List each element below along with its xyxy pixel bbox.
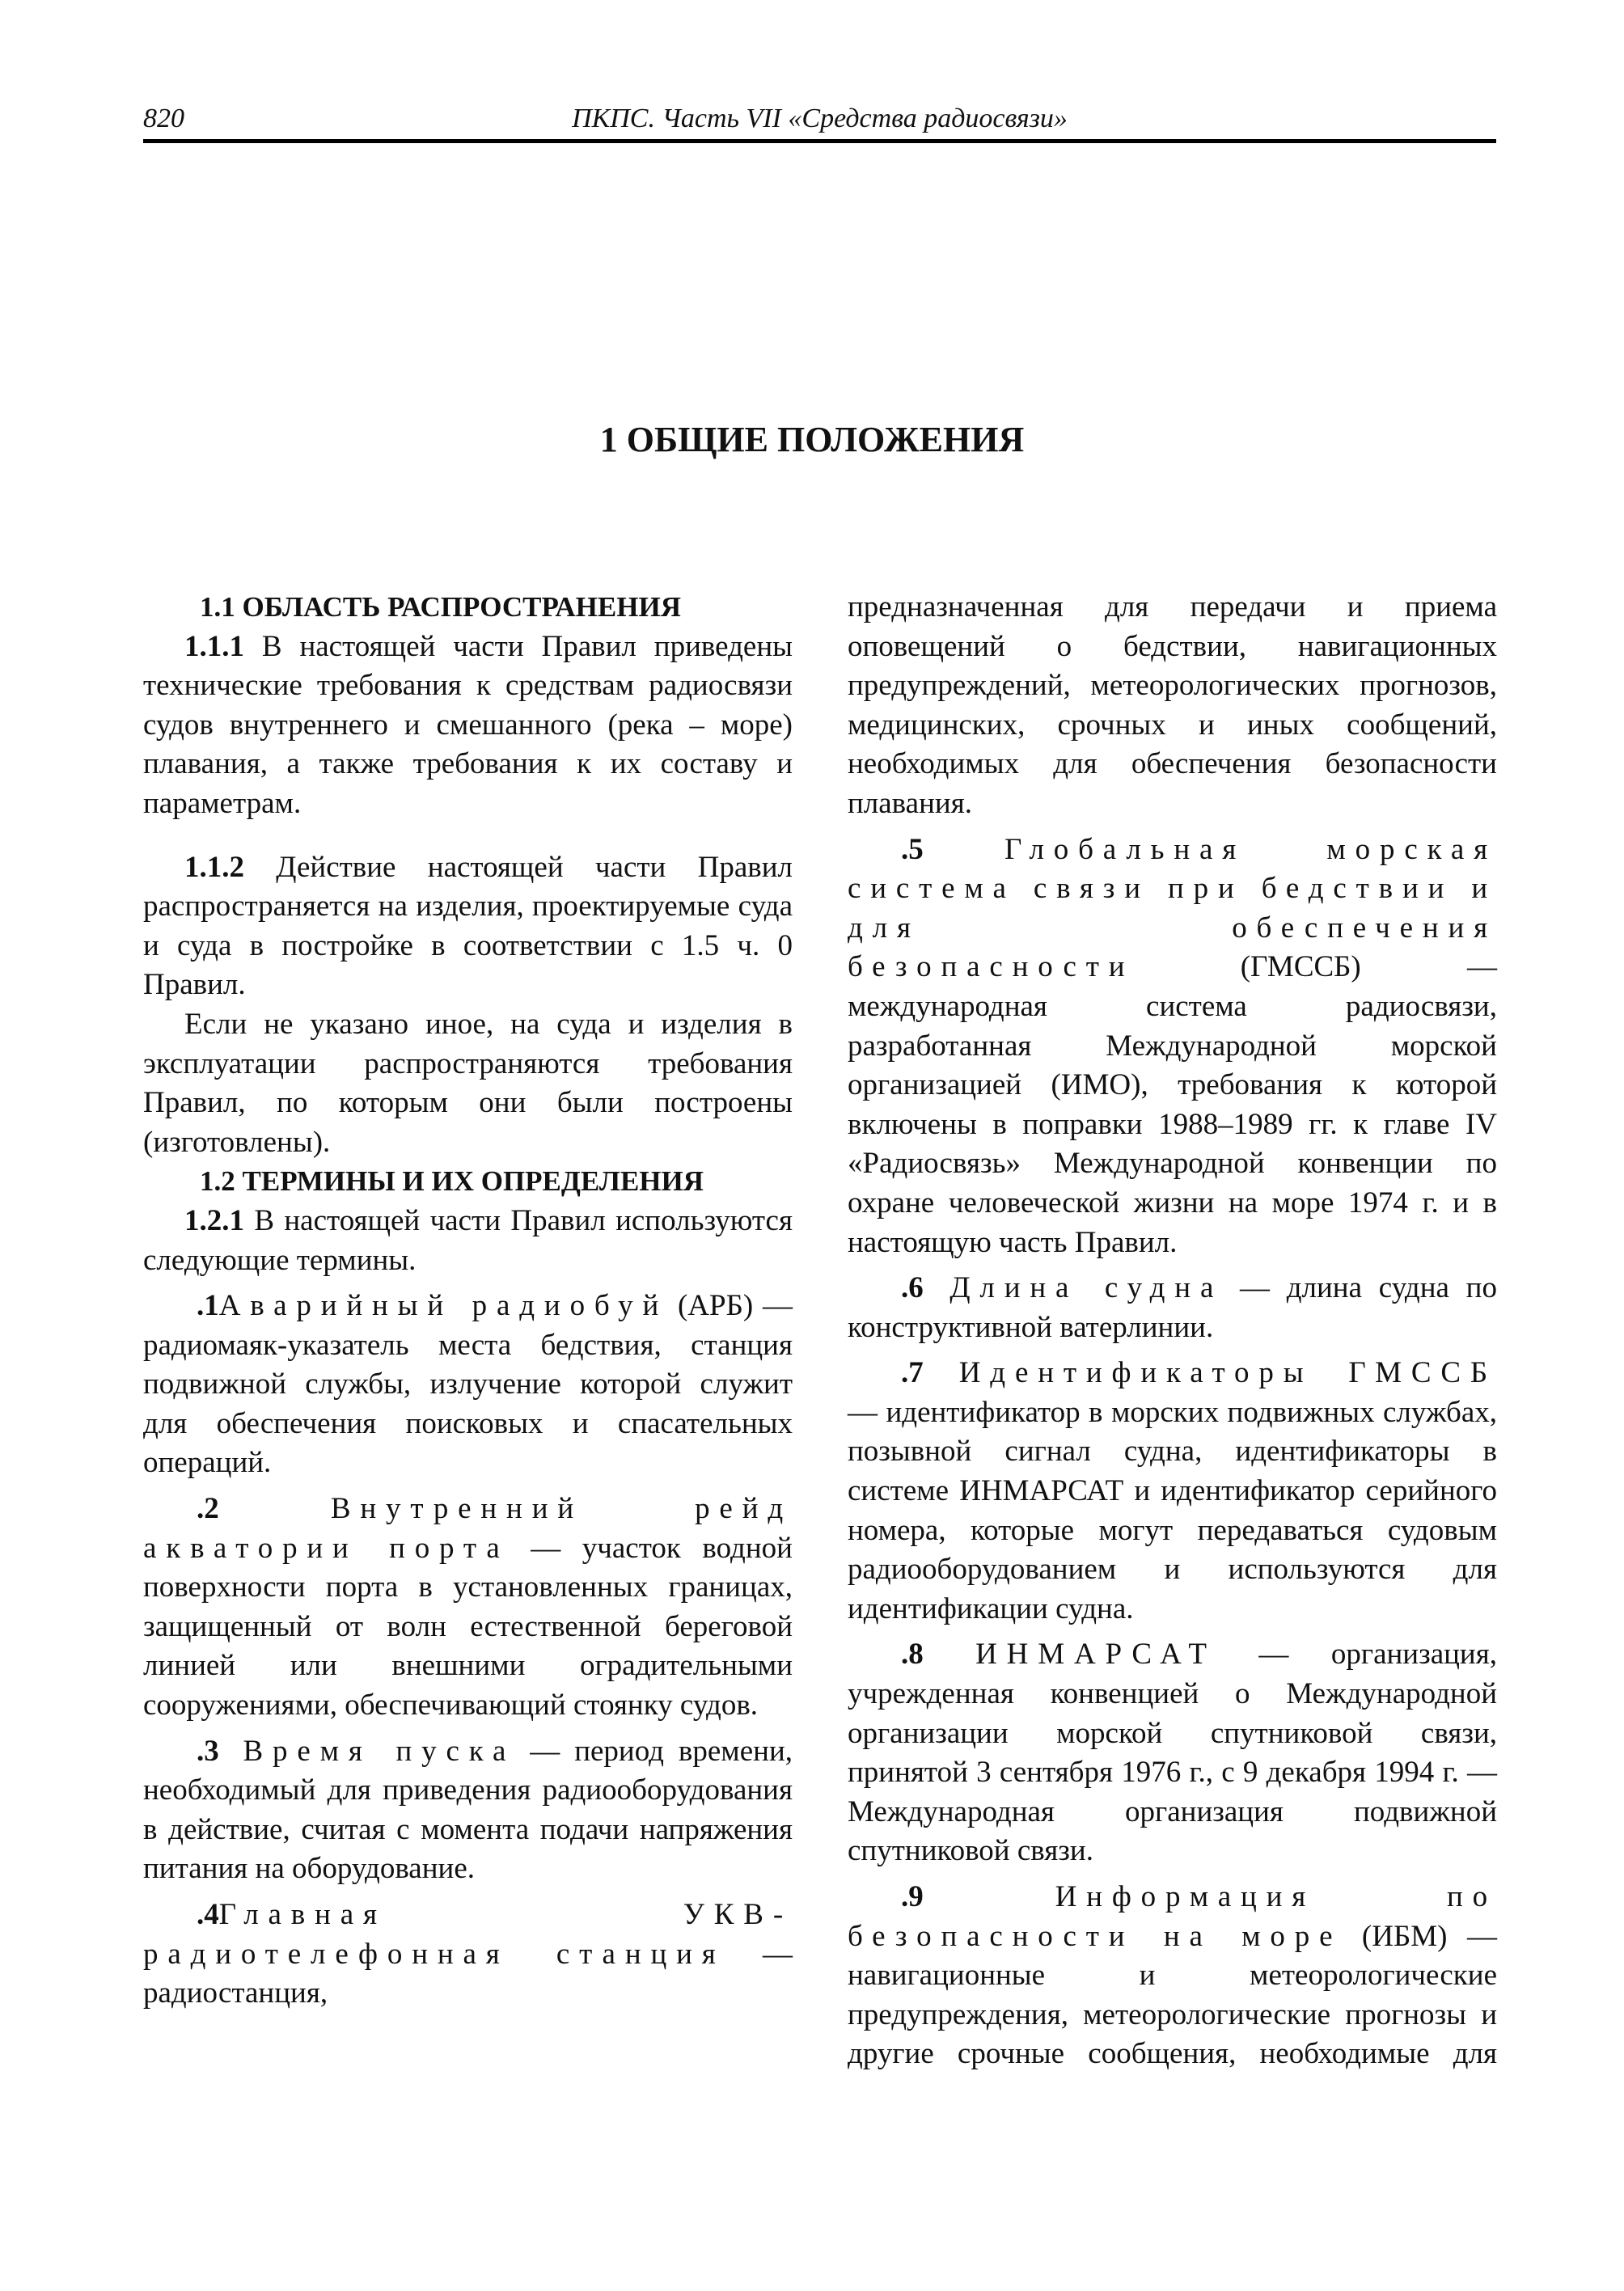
term-definition bbox=[143, 1896, 793, 2014]
term: Информация по безопасности на море bbox=[848, 1880, 1497, 1953]
term: ИНМАРСАТ bbox=[923, 1638, 1216, 1672]
chapter-title: 1 ОБЩИЕ ПОЛОЖЕНИЯ bbox=[599, 420, 1025, 459]
definition: — радиостанция, bbox=[143, 1937, 793, 2010]
term: Аварийный радиобуй bbox=[218, 1289, 669, 1323]
header-rule bbox=[143, 139, 1496, 143]
term: Внутренний рейд акватории порта bbox=[143, 1492, 793, 1565]
page-number: 820 bbox=[143, 104, 184, 133]
term-definition bbox=[143, 1732, 793, 1889]
term-number: .8 bbox=[901, 1638, 924, 1672]
definition: — идентификатор в морских подвижных службах, позывной сигнал судна, идентификаторы в системе ИНМАРСАТ и идентификатор серийного номера, которые могут передаваться судовым радиооборудованием и используются для идентификации судна. bbox=[848, 1395, 1497, 1625]
definition: — период времени, необходимый для приведения радиооборудования в действие, считая с момента подачи напряжения питания на оборудование. bbox=[143, 1734, 793, 1886]
right-column bbox=[848, 588, 1497, 2081]
running-header bbox=[143, 104, 1496, 141]
paragraph-text: В настоящей части Правил используются следующие термины. bbox=[143, 1203, 793, 1277]
term-definition bbox=[848, 1354, 1497, 1629]
left-column bbox=[143, 588, 793, 2020]
term: Глобальная морская система связи при бедствии и для обеспечения безопасности bbox=[848, 832, 1497, 984]
paragraph-number: 1.1.1 bbox=[184, 629, 244, 663]
definition: — организация, учрежденная конвенцией о Международной организации морской спутниковой связи, принятой 3 сентября 1976 г., с 9 декабря 1994 г. — Международная организация подвижной спутниковой связи. bbox=[848, 1638, 1498, 1868]
term-number: .5 bbox=[901, 832, 924, 866]
term-definition bbox=[848, 1878, 1497, 2074]
definition: — длина судна по конструктивной ватерлинии. bbox=[848, 1271, 1497, 1344]
term: Длина судна bbox=[923, 1271, 1224, 1305]
paragraph-text: В настоящей части Правил приведены технические требования к средствам радиосвязи судов внутреннего и смешанного (река – море) плавания, а также требования к их составу и параметрам. bbox=[143, 629, 793, 820]
term-definition-continued: предназначенная для передачи и приема оповещений о бедствии, навигационных предупреждений, метеорологических прогнозов, медицинских, срочных и иных сообщений, необходимых для обеспечения безопасности плавания. bbox=[848, 590, 1497, 820]
paragraph bbox=[143, 1202, 793, 1280]
paragraph-number: 1.2.1 bbox=[184, 1203, 244, 1237]
definition: (ГМССБ) — международная система радиосвязи, разработанная Международной морской организацией (ИМО), требования к которой включены в поправки 1988–1989 гг. к главе IV «Радиосвязь» Международной конвенции по охране человеческой жизни на море 1974 г. и в настоящую часть Правил. bbox=[848, 950, 1497, 1259]
paragraph bbox=[143, 628, 793, 824]
term-number: .3 bbox=[197, 1734, 219, 1768]
section-heading: 1.1 ОБЛАСТЬ РАСПРОСТРАНЕНИЯ bbox=[200, 591, 681, 623]
term-number: .6 bbox=[901, 1271, 924, 1305]
term-definition bbox=[848, 1635, 1497, 1871]
section-heading: 1.2 ТЕРМИНЫ И ИХ ОПРЕДЕЛЕНИЯ bbox=[200, 1165, 704, 1198]
term: Идентификаторы ГМССБ bbox=[923, 1356, 1497, 1390]
term-number: .2 bbox=[197, 1492, 219, 1526]
term-number: .4 bbox=[197, 1898, 219, 1931]
term-number: .7 bbox=[901, 1356, 924, 1390]
term-definition bbox=[143, 1287, 793, 1483]
term: Время пуска bbox=[218, 1734, 516, 1768]
term-definition bbox=[143, 1490, 793, 1726]
term-definition bbox=[848, 831, 1497, 1263]
running-title: ПКПС. Часть VII «Средства радиосвязи» bbox=[572, 104, 1068, 133]
term: Главная УКВ-радиотелефонная станция bbox=[143, 1898, 793, 1971]
definition: (ИБМ) — навигационные и метеорологические предупреждения, метеорологические прогнозы и другие срочные сообщения, необходимые для bbox=[848, 1919, 1497, 2071]
paragraph: Если не указано иное, на суда и изделия в эксплуатации распространяются требования Правил, по которым они были построены (изготовлены). bbox=[143, 1007, 793, 1159]
paragraph bbox=[143, 848, 793, 1005]
term-definition bbox=[848, 1269, 1497, 1347]
definition: (АРБ) — радиомаяк-указатель места бедствия, станция подвижной службы, излучение которой служит для обеспечения поисковых и спасательных операций. bbox=[143, 1289, 793, 1480]
paragraph-text: Действие настоящей части Правил распространяется на изделия, проектируемые суда и суда в постройке в соответствии с 1.5 ч. 0 Правил. bbox=[143, 850, 793, 1002]
definition: — участок водной поверхности порта в установленных границах, защищенный от волн естественной береговой линией или внешними оградительными сооружениями, обеспечивающий стоянку судов. bbox=[143, 1531, 793, 1722]
paragraph-number: 1.1.2 bbox=[184, 850, 244, 884]
term-number: .9 bbox=[901, 1880, 924, 1913]
term-number: .1 bbox=[197, 1289, 219, 1323]
